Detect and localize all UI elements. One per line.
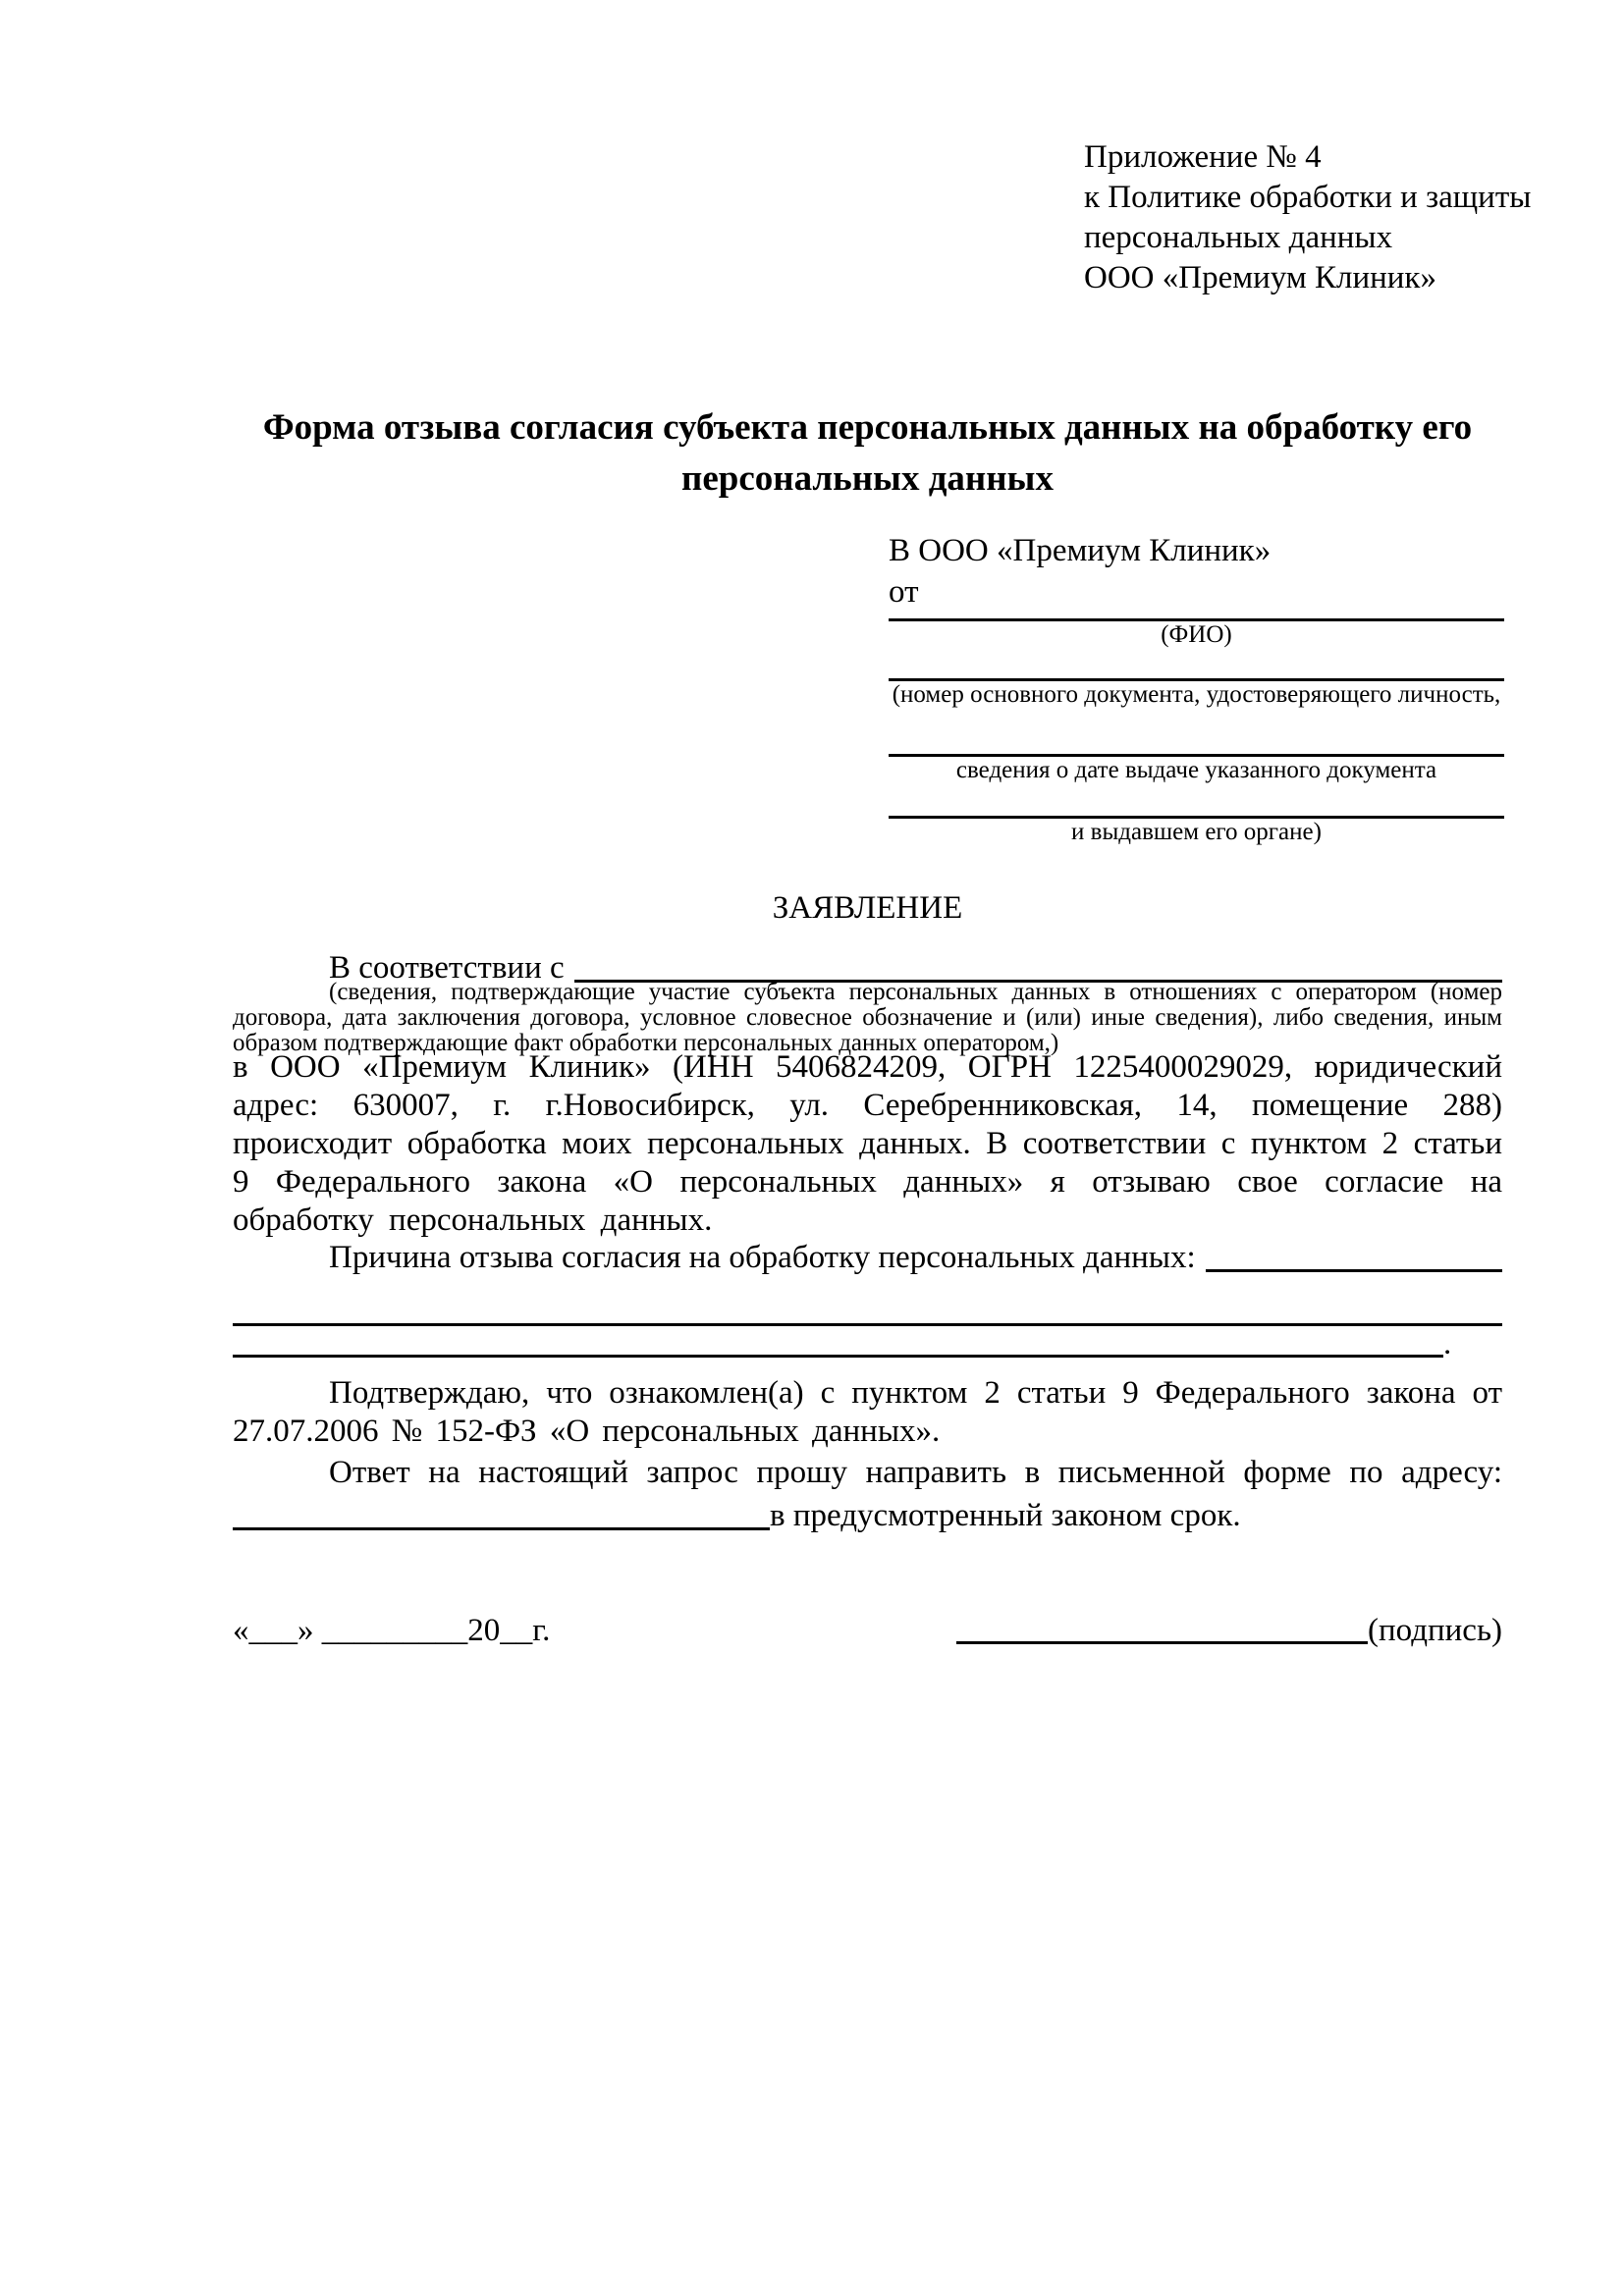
statement-heading: ЗАЯВЛЕНИЕ	[772, 890, 963, 926]
recipient-organization: В ООО «Премиум Клиник»	[889, 533, 1272, 568]
address-blank-line	[233, 1527, 770, 1530]
reason-blank-line-2	[233, 1288, 1502, 1326]
date-blank: «___» _________20__г.	[233, 1613, 551, 1648]
appendix-line-4: ООО «Премиум Клиник»	[1084, 260, 1436, 295]
operator-paragraph: в ООО «Премиум Клиник» (ИНН 5406824209, ОГРН 1225400029029, юридический адрес: 630007, г. г.Новосибирск, ул. Серебренниковская, 14, помещение 288) происходит обработка моих персональных данных. В соответствии с пунктом 2 статьи 9 Федерального закона «О персональных данных» я отзываю свое согласие на обработку персональных данных.	[233, 1049, 1502, 1238]
document-number-caption: (номер основного документа, удостоверяющего личность,	[892, 681, 1501, 708]
document-title: Форма отзыва согласия субъекта персональных данных на обработку его персональных данных	[262, 407, 1473, 499]
recipient-block	[889, 530, 1504, 846]
appendix-line-1: Приложение № 4	[1084, 139, 1322, 175]
reason-blank-line-3	[233, 1325, 1502, 1362]
reason-line	[233, 1238, 1502, 1277]
reason-blank-line-start	[1206, 1269, 1502, 1272]
issuing-authority-caption: и выдавшем его органе)	[1071, 819, 1322, 845]
reply-address-line	[233, 1496, 1502, 1535]
signature-caption: (подпись)	[1368, 1613, 1502, 1648]
signature-blank-line	[956, 1641, 1368, 1644]
issue-date-blank-line	[889, 709, 1504, 757]
appendix-header	[1084, 137, 1532, 298]
document-number-blank-line	[889, 649, 1504, 681]
fio-blank-line	[889, 613, 1504, 621]
blank-terminator: .	[1443, 1326, 1452, 1362]
reason-blank-line-3-rule	[233, 1355, 1443, 1358]
appendix-line-2: к Политике обработки и защиты	[1084, 180, 1532, 215]
reply-request-paragraph: Ответ на настоящий запрос прошу направить в письменной форме по адресу:	[329, 1455, 1502, 1490]
footer-row	[233, 1610, 1502, 1651]
issue-date-caption: сведения о дате выдаче указанного документа	[955, 757, 1437, 783]
fine-print-note: (сведения, подтверждающие участие субъекта персональных данных в отношениях с оператором (номер договора, дата заключения договора, условное словесное обозначение и (или) иные сведения), либо сведения, иным образом подтверждающие факт обработки персональных данных оператором,)	[233, 979, 1502, 1056]
issuing-authority-blank-line	[889, 784, 1504, 819]
recipient-from-label: от	[889, 574, 919, 610]
fio-caption: (ФИО)	[1161, 621, 1232, 648]
intro-prefix: В соответствии с	[329, 950, 565, 986]
confirmation-paragraph: Подтверждаю, что ознакомлен(а) с пунктом 2 статьи 9 Федерального закона от 27.07.2006 № 152-ФЗ «О персональных данных».	[233, 1375, 1502, 1449]
reply-suffix: в предусмотренный законом срок.	[770, 1498, 1241, 1533]
reason-prefix: Причина отзыва согласия на обработку персональных данных:	[329, 1240, 1196, 1275]
appendix-line-3: персональных данных	[1084, 220, 1393, 255]
